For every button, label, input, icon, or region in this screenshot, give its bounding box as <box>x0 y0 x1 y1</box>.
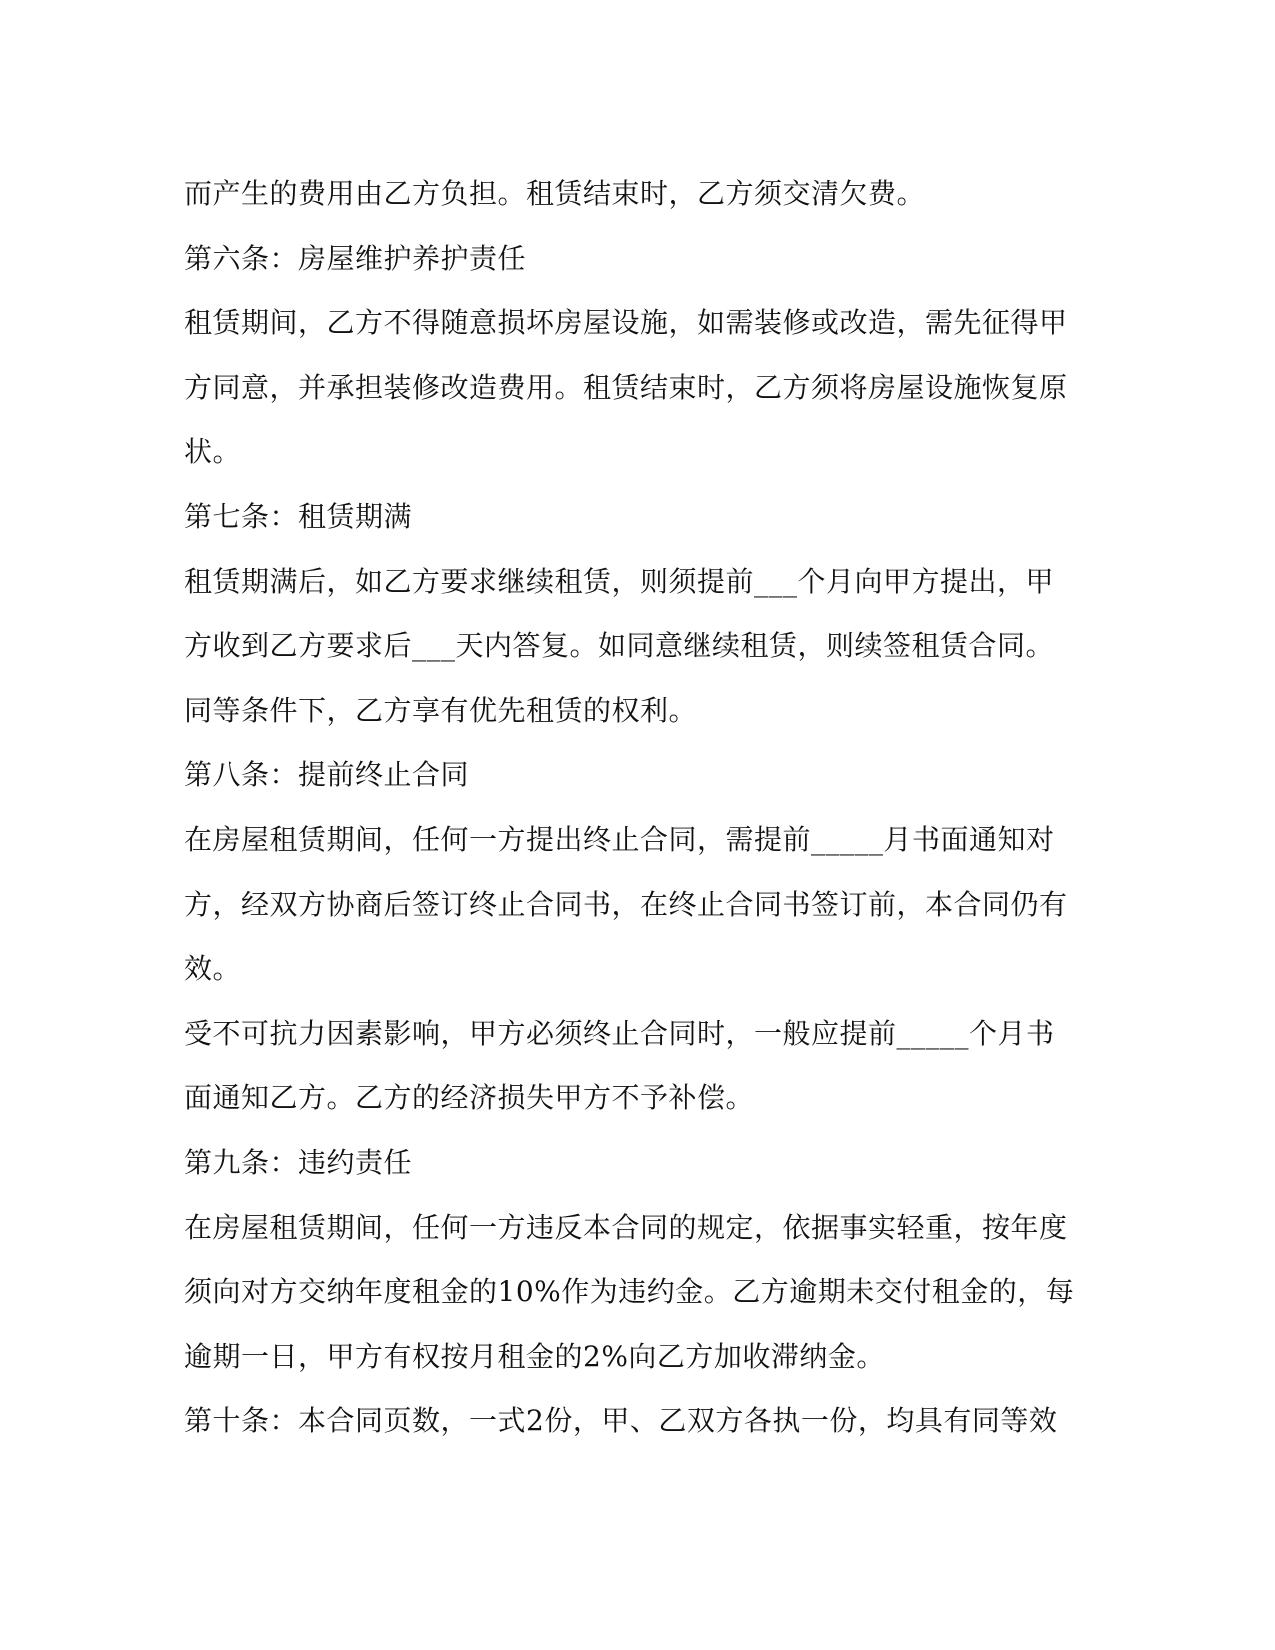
contract-text-body <box>184 162 1084 1454</box>
article-heading: 第十条：本合同页数，一式2份，甲、乙双方各执一份，均具有同等效 <box>184 1404 1058 1438</box>
body-text-line: 租赁期满后，如乙方要求继续租赁，则须提前___个月向甲方提出，甲 <box>184 564 1055 598</box>
body-text-line: 方同意，并承担装修改造费用。租赁结束时，乙方须将房屋设施恢复原 <box>184 370 1068 404</box>
body-text-line: 效。 <box>184 952 242 986</box>
body-text-line: 方，经双方协商后签订终止合同书，在终止合同书签订前，本合同仍有 <box>184 887 1068 921</box>
body-text-line: 逾期一日，甲方有权按月租金的2%向乙方加收滞纳金。 <box>184 1339 885 1373</box>
article-heading: 第六条：房屋维护养护责任 <box>184 241 527 275</box>
body-text-line: 状。 <box>184 435 242 469</box>
body-text-line: 方收到乙方要求后___天内答复。如同意继续租赁，则续签租赁合同。 <box>184 629 1055 663</box>
body-text-line: 在房屋租赁期间，任何一方提出终止合同，需提前_____月书面通知对 <box>184 822 1055 856</box>
body-text-line: 同等条件下，乙方享有优先租赁的权利。 <box>184 693 698 727</box>
body-text-line: 受不可抗力因素影响，甲方必须终止合同时，一般应提前_____个月书 <box>184 1016 1055 1050</box>
article-heading: 第七条：租赁期满 <box>184 499 413 533</box>
body-text-line: 须向对方交纳年度租金的10%作为违约金。乙方逾期未交付租金的，每 <box>184 1275 1075 1309</box>
article-heading: 第九条：违约责任 <box>184 1145 413 1179</box>
article-heading: 第八条：提前终止合同 <box>184 758 470 792</box>
body-text-line: 在房屋租赁期间，任何一方违反本合同的规定，依据事实轻重，按年度 <box>184 1210 1068 1244</box>
body-text-line: 面通知乙方。乙方的经济损失甲方不予补偿。 <box>184 1081 755 1115</box>
body-text-line: 租赁期间，乙方不得随意损坏房屋设施，如需装修或改造，需先征得甲 <box>184 306 1068 340</box>
body-text-line: 而产生的费用由乙方负担。租赁结束时，乙方须交清欠费。 <box>184 177 926 210</box>
